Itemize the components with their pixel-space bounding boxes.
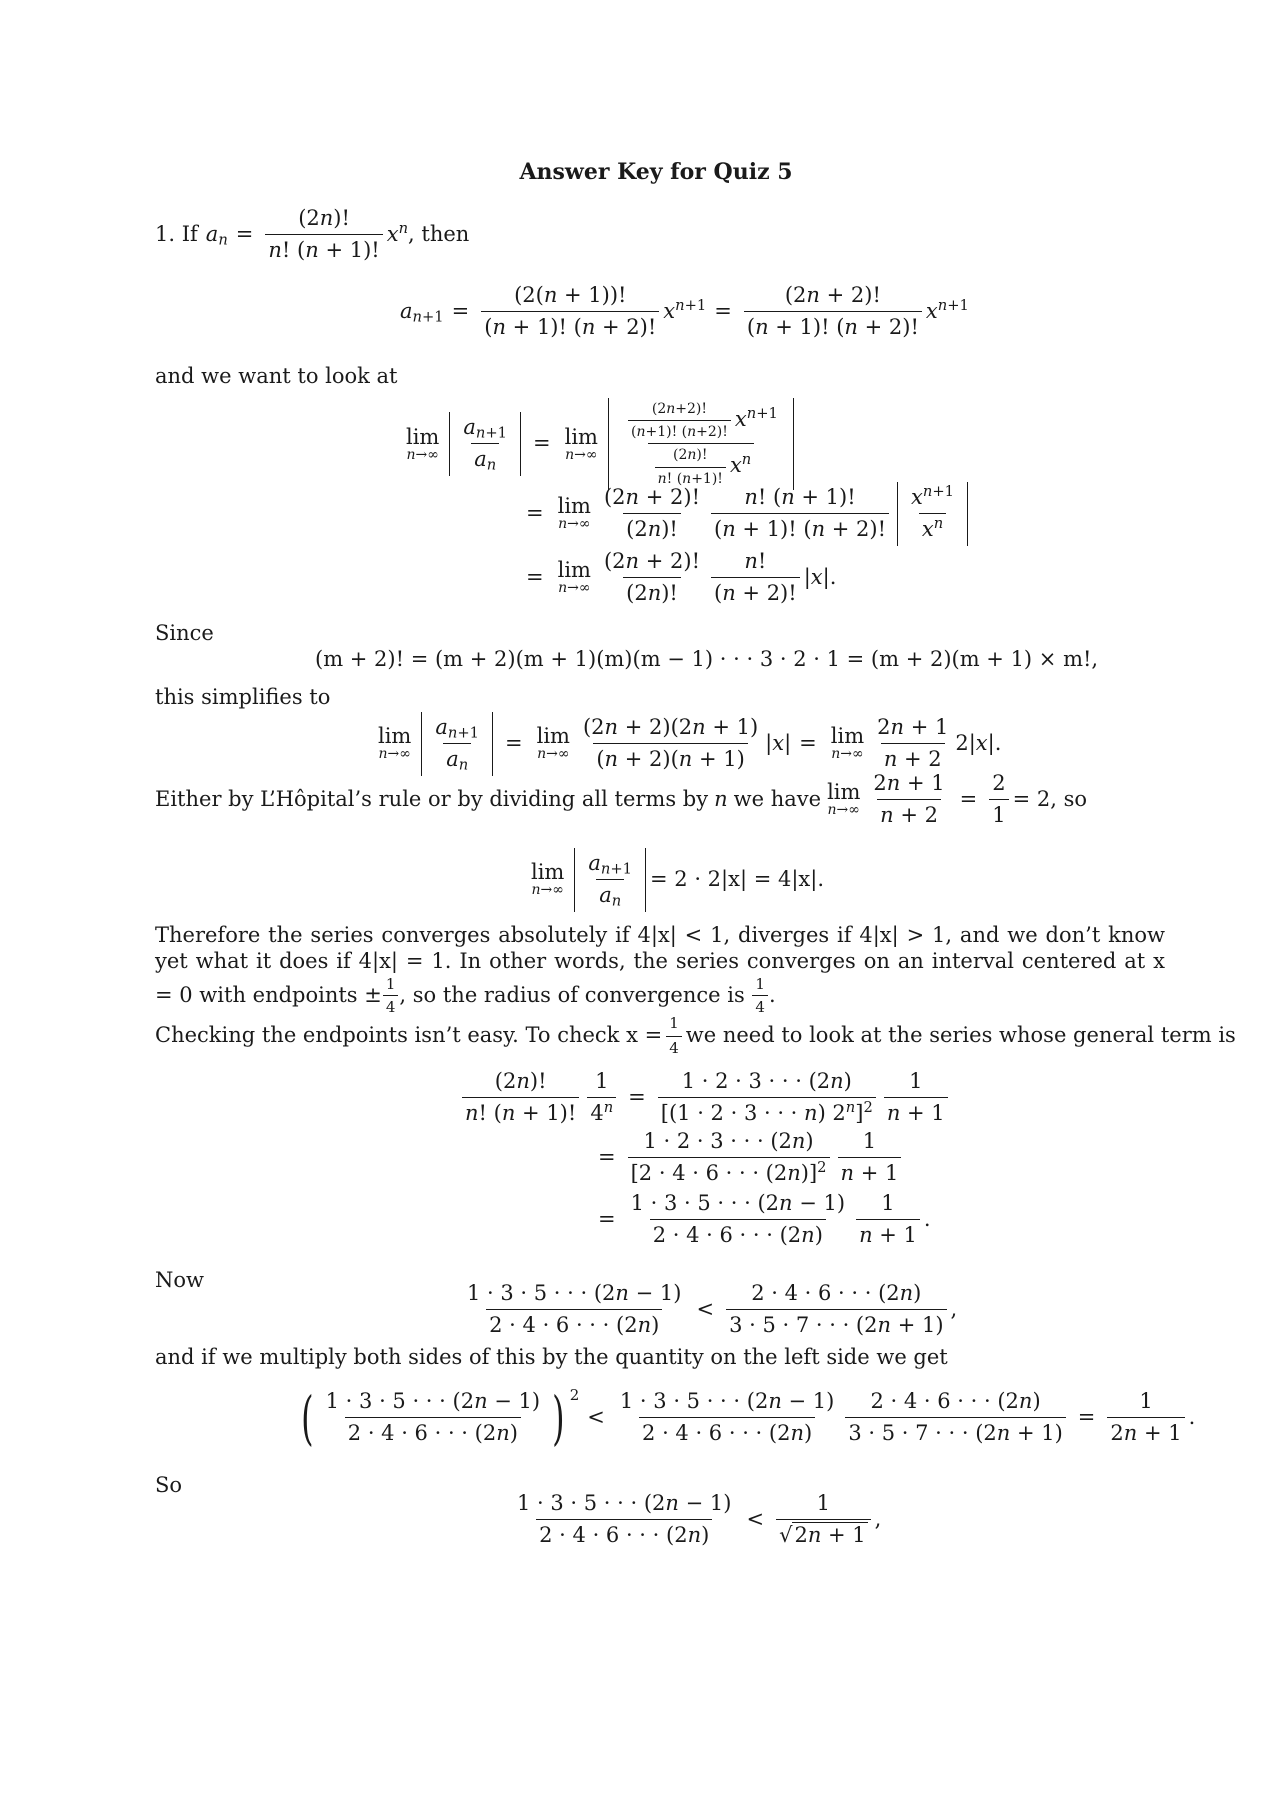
therefore-text-b: , so the radius of convergence is [399, 982, 745, 1007]
checking-line: Checking the endpoints isn’t easy. To check x = $\frac{1}{4}$ we need to look at the series whose general term is [155, 1014, 1236, 1057]
equation-a-n-plus-1: $a_{n+1}$ = $\frac{(2(n + 1))!}{(n + 1)! (n + 2)!}$ $x^{n+1}$ = $\frac{(2n + 2)!}{(n + 1)! (n + 2)!}$ $x^{n+1}$ [400, 282, 969, 342]
equation-general-term-1: $\frac{(2n)!}{n! (n + 1)!}$ $\frac{1}{4^n}$ = $\frac{1 \cdot 2 \cdot 3 \cdot \cdot \cdot (2n)}{[(1 \cdot 2 \cdot 3 \cdot \cdot \cdot n) 2^n]^2}$ $\frac{1}{n + 1}$ [458, 1068, 952, 1128]
equation-inequality: $\frac{1 \cdot 3 \cdot 5 \cdot \cdot \cdot (2n - 1)}{2 \cdot 4 \cdot 6 \cdot \cdot \cdot (2n)}$ < $\frac{2 \cdot 4 \cdot 6 \cdot \cdot \cdot (2n)}{3 \cdot 5 \cdot 7 \cdot \cdot \cdot (2n + 1)}$ , [460, 1280, 957, 1340]
page-title: Answer Key for Quiz 5 [519, 159, 793, 185]
checking-text-b: we need to look at the series whose general term is [685, 1023, 1236, 1048]
equation-general-term-2: = $\frac{1 \cdot 2 \cdot 3 \cdot \cdot \cdot (2n)}{[2 \cdot 4 \cdot 6 \cdot \cdot \cdot (2n)]^2}$ $\frac{1}{n + 1}$ [590, 1128, 905, 1188]
therefore-text-a: Therefore the series converges absolutely if 4|x| < 1, diverges if 4|x| > 1, and we don’t know yet what it does if 4|x| = 1. In other words, the series converges on an interval centered at x = 0 with endpoints ± [155, 923, 1165, 1007]
equation-ratio-limit-2: = lim n→∞ $\frac{(2n + 2)!}{(2n)!}$ $\frac{n! (n + 1)!}{(n + 1)! (n + 2)!}$ $\frac{x^{n+1}}{x^n}$ [518, 482, 972, 546]
equation-final: $\frac{1 \cdot 3 \cdot 5 \cdot \cdot \cdot (2n - 1)}{2 \cdot 4 \cdot 6 \cdot \cdot \cdot (2n)}$ < $\frac{1}{√2n + 1}$ , [510, 1490, 881, 1550]
simplifies-text: this simplifies to [155, 685, 331, 709]
now-text: Now [155, 1268, 204, 1292]
checking-text-a: Checking the endpoints isn’t easy. To check x = [155, 1023, 663, 1048]
therefore-paragraph: Therefore the series converges absolutely if 4|x| < 1, diverges if 4|x| > 1, and we don’t know yet what it does if 4|x| = 1. In other words, the series converges on an interval centered at x = 0 with endpoints ± $\frac{1}{4}$ , so the radius of convergence is $\frac{1}{4}$ . [155, 923, 1165, 1017]
either-result: = 2, so [1012, 787, 1088, 812]
and-we-want-text: and we want to look at [155, 364, 398, 388]
since-equation: (m + 2)! = (m + 2)(m + 1)(m)(m − 1) · · · 3 · 2 · 1 = (m + 2)(m + 1) × m!, [315, 647, 1099, 671]
equation-squared: ( $\frac{1 \cdot 3 \cdot 5 \cdot \cdot \cdot (2n - 1)}{2 \cdot 4 \cdot 6 \cdot \cdot \cdot (2n)}$ ) 2 < $\frac{1 \cdot 3 \cdot 5 \cdot \cdot \cdot (2n - 1)}{2 \cdot 4 \cdot 6 \cdot \cdot \cdot (2n)}$ $\frac{2 \cdot 4 \cdot 6 \cdot \cdot \cdot (2n)}{3 \cdot 5 \cdot 7 \cdot \cdot \cdot (2n + 1)}$ = $\frac{1}{2n + 1}$ . [301, 1383, 1196, 1452]
equation-simplified: lim n→∞ $\frac{a_{n+1}}{a_n}$ = lim n→∞ $\frac{(2n + 2)(2n + 1)}{(n + 2)(n + 1)}$ |x| = lim n→∞ $\frac{2n + 1}{n + 2}$ 2|x|. [372, 712, 1001, 776]
equation-ratio-limit-3: = lim n→∞ $\frac{(2n + 2)!}{(2n)!}$ $\frac{n!}{(n + 2)!}$ |x|. [518, 548, 836, 608]
equation-ratio-limit-1: lim n→∞ $\frac{a_{n+1}}{a_n}$ = lim n→∞ $\frac{(2n+2)!}{(n+1)! (n+2)!}$ $x^{n+1}$ $\frac{(2n)!}{n! (n+1)!}$ $x^n$ [400, 398, 798, 490]
equation-general-term-3: = $\frac{1 \cdot 3 \cdot 5 \cdot \cdot \cdot (2n - 1)}{2 \cdot 4 \cdot 6 \cdot \cdot \cdot (2n)}$ $\frac{1}{n + 1}$ . [590, 1190, 931, 1250]
equation-result: lim n→∞ $\frac{a_{n+1}}{a_n}$ = 2 · 2|x| = 4|x|. [525, 848, 824, 912]
q1-intro-suffix: then [421, 222, 470, 247]
q1-intro-prefix: 1. If [155, 222, 198, 247]
multiply-text: and if we multiply both sides of this by the quantity on the left side we get [155, 1345, 948, 1369]
so-text: So [155, 1473, 183, 1497]
either-line: Either by L’Hôpital’s rule or by dividing all terms by n we have lim n→∞ $\frac{2n + 1}{n + 2}$ = $\frac{2}{1}$ = 2, so [155, 770, 1087, 830]
either-mid: we have [733, 787, 822, 812]
result-equation-text: = 2 · 2|x| = 4|x|. [650, 867, 825, 892]
since-text: Since [155, 621, 214, 645]
q1-intro: 1. If $a_n$ = $\frac{(2n)!}{n! (n + 1)!}$ $x^n$, then [155, 205, 469, 265]
either-prefix: Either by L’Hôpital’s rule or by dividing all terms by [155, 787, 709, 812]
